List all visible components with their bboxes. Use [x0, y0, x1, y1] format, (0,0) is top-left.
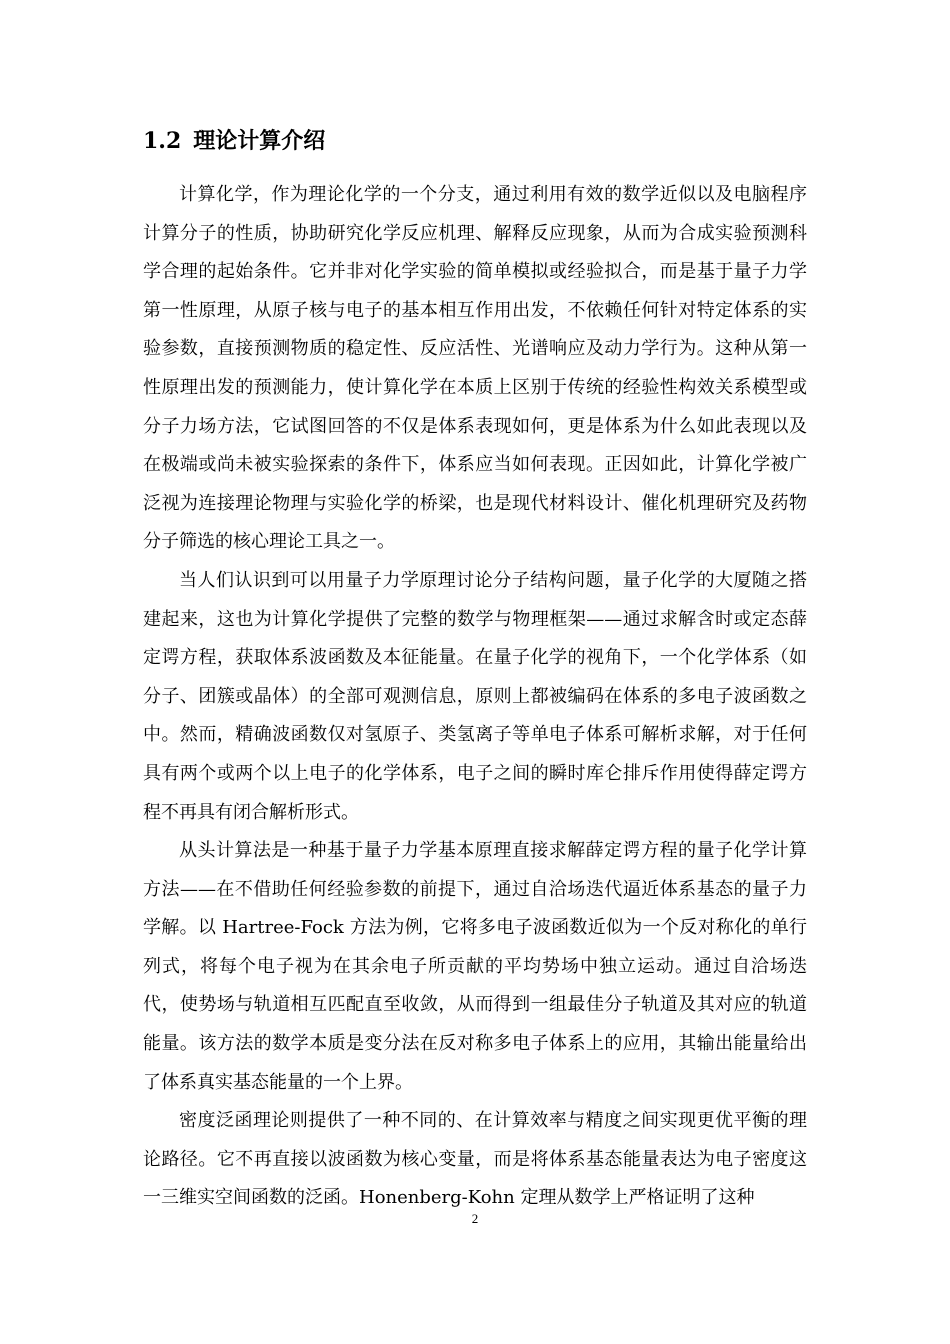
- section-heading: [143, 126, 325, 156]
- body-text: [143, 176, 807, 1218]
- page-number: 2: [471, 1211, 479, 1226]
- paragraph-quantum-chemistry: 当人们认识到可以用量子力学原理讨论分子结构问题，量子化学的大厦随之搭建起来，这也为计算化学提供了完整的数学与物理框架——通过求解含时或定态薛定谔方程，获取体系波函数及本征能量。在量子化学的视角下，一个化学体系（如分子、团簇或晶体）的全部可观测信息，原则上都被编码在体系的多电子波函数之中。然而，精确波函数仅对氢原子、类氢离子等单电子体系可解析求解，对于任何具有两个或两个以上电子的化学体系，电子之间的瞬时库仑排斥作用使得薛定谔方程不再具有闭合解析形式。: [143, 569, 807, 823]
- paragraph-computational-chemistry: 计算化学，作为理论化学的一个分支，通过利用有效的数学近似以及电脑程序计算分子的性质，协助研究化学反应机理、解释反应现象，从而为合成实验预测科学合理的起始条件。它并非对化学实验的简单模拟或经验拟合，而是基于量子力学第一性原理，从原子核与电子的基本相互作用出发，不依赖任何针对特定体系的实验参数，直接预测物质的稳定性、反应活性、光谱响应及动力学行为。这种从第一性原理出发的预测能力，使计算化学在本质上区别于传统的经验性构效关系模型或分子力场方法，它试图回答的不仅是体系表现如何，更是体系为什么如此表现以及在极端或尚未被实验探索的条件下，体系应当如何表现。正因如此，计算化学被广泛视为连接理论物理与实验化学的桥梁，也是现代材料设计、催化机理研究及药物分子筛选的核心理论工具之一。: [143, 184, 807, 553]
- section-number: 1.2: [143, 128, 182, 154]
- section-title: 理论计算介绍: [193, 128, 326, 154]
- paragraph-dft: 密度泛函理论则提供了一种不同的、在计算效率与精度之间实现更优平衡的理论路径。它不再直接以波函数为核心变量，而是将体系基态能量表达为电子密度这一三维实空间函数的泛函。Honenberg-Kohn 定理从数学上严格证明了这种: [143, 1110, 807, 1209]
- paragraph-ab-initio: 从头计算法是一种基于量子力学基本原理直接求解薛定谔方程的量子化学计算方法——在不借助任何经验参数的前提下，通过自洽场迭代逼近体系基态的量子力学解。以 Hartree-Fock 方法为例，它将多电子波函数近似为一个反对称化的单行列式，将每个电子视为在其余电子所贡献的平均势场中独立运动。通过自洽场迭代，使势场与轨道相互匹配直至收敛，从而得到一组最佳分子轨道及其对应的轨道能量。该方法的数学本质是变分法在反对称多电子体系上的应用，其输出能量给出了体系真实基态能量的一个上界。: [143, 840, 807, 1093]
